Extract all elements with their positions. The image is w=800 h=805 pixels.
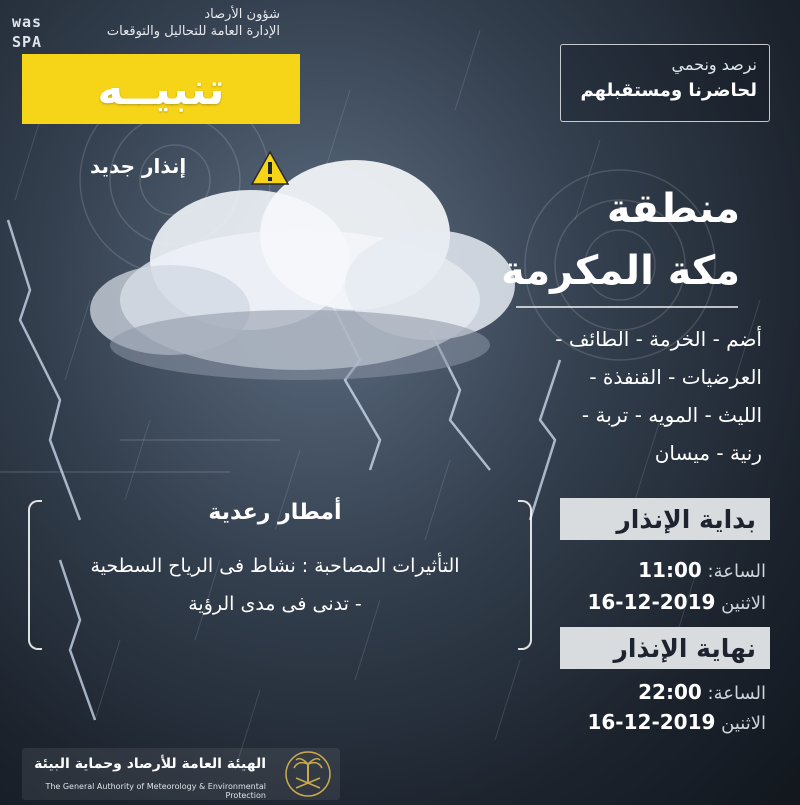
slogan-line-1: نرصد ونحمي bbox=[671, 55, 757, 74]
storm-cloud bbox=[90, 160, 515, 380]
warning-start-date: 2019-12-16 bbox=[587, 590, 716, 614]
footer-org-name-ar: الهيئة العامة للأرصاد وحماية البيئة bbox=[34, 756, 266, 772]
spa-logo-bottom: SPA bbox=[12, 33, 43, 51]
governorates-list bbox=[482, 320, 762, 472]
right-bracket bbox=[518, 500, 532, 650]
effects-line-1: التأثيرات المصاحبة : نشاط فى الرياح السطحية bbox=[90, 555, 460, 577]
region-label: منطقة bbox=[606, 186, 740, 232]
governorates-line: العرضيات - القنفذة - bbox=[589, 365, 762, 389]
warning-start-band bbox=[560, 498, 770, 540]
governorates-line: رنية - ميسان bbox=[654, 441, 762, 465]
slogan-line-2: لحاضرنا ومستقبلهم bbox=[580, 80, 757, 101]
org-name bbox=[20, 6, 280, 40]
slogan-box bbox=[560, 44, 770, 122]
governorates-line: الليث - المويه - تربة - bbox=[581, 403, 762, 427]
phenomenon-title: أمطار رعدية bbox=[208, 500, 342, 525]
warning-end-date-row bbox=[560, 710, 766, 734]
warning-end-label: نهاية الإنذار bbox=[613, 633, 756, 663]
new-warning-label: إنذار جديد bbox=[90, 154, 187, 178]
palm-swords-emblem-icon bbox=[284, 750, 332, 798]
alert-title: تنبيــه bbox=[97, 63, 225, 115]
warning-start-time: 11:00 bbox=[638, 558, 702, 582]
footer-org-name-en: The General Authority of Meteorology & Environmental Protection bbox=[45, 782, 266, 800]
warning-end-band bbox=[560, 627, 770, 669]
governorates-line: أضم - الخرمة - الطائف - bbox=[555, 327, 762, 351]
warning-start-label: بداية الإنذار bbox=[616, 504, 756, 534]
day-label: الاثنين bbox=[721, 713, 766, 734]
effects-line-2: - تدنى فى مدى الرؤية bbox=[188, 593, 362, 615]
org-line-1: شؤون الأرصاد bbox=[204, 7, 280, 22]
warning-end-time-row bbox=[560, 680, 766, 704]
day-label: الاثنين bbox=[721, 593, 766, 614]
warning-start-date-row bbox=[560, 590, 766, 614]
alert-banner bbox=[22, 54, 300, 124]
warning-end-date: 2019-12-16 bbox=[587, 710, 716, 734]
phenomenon-effects bbox=[50, 547, 500, 623]
warning-start-time-row bbox=[560, 558, 766, 582]
warning-triangle-icon bbox=[250, 150, 290, 186]
spa-logo-top: was bbox=[12, 13, 43, 31]
time-label: الساعة: bbox=[707, 683, 766, 704]
org-line-2: الإدارة العامة للتحاليل والتوقعات bbox=[106, 24, 280, 39]
region-divider bbox=[516, 306, 738, 308]
decorative-lines bbox=[0, 440, 280, 472]
warning-end-time: 22:00 bbox=[638, 680, 702, 704]
region-name: مكة المكرمة bbox=[501, 248, 740, 294]
left-bracket bbox=[28, 500, 42, 650]
time-label: الساعة: bbox=[707, 561, 766, 582]
